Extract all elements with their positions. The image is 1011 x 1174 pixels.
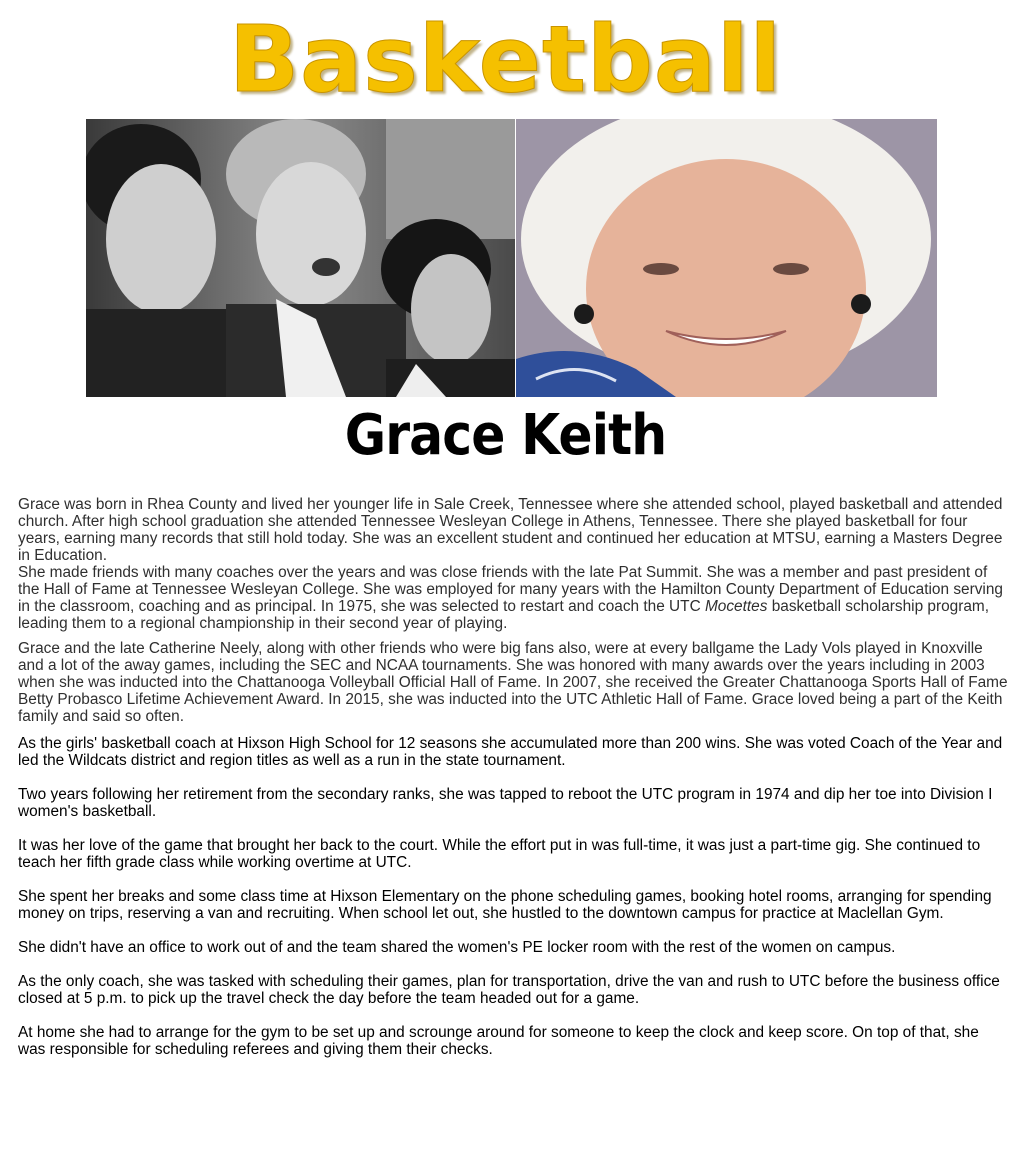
bio-paragraph-8: She didn't have an office to work out of and the team shared the women's PE locker room with the rest of the women on campus. [18,939,896,956]
bio-paragraph-5: Two years following her retirement from the secondary ranks, she was tapped to reboot the UTC program in 1974 and dip her toe into Division I women's basketball. [18,786,993,820]
bio-paragraph-6: It was her love of the game that brought her back to the court. While the effort put in was full-time, it was just a part-time gig. She continued to teach her fifth grade class while working overtime at UTC. [18,837,981,871]
biography [18,496,1008,1058]
subject-name: Grace Keith [344,403,667,468]
bio-paragraph-4: As the girls' basketball coach at Hixson High School for 12 seasons she accumulated more than 200 wins. She was voted Coach of the Year and led the Wildcats district and region titles as well as a run in the state tournament. [18,735,1003,769]
bio-paragraph-1: Grace was born in Rhea County and lived her younger life in Sale Creek, Tennessee where she attended school, played basketball and attended church. After high school graduation she attended Tennessee Wesleyan College in Athens, Tennessee. There she played basketball for four years, earning many records that still hold today. She was an excellent student and continued her education at MTSU, earning a Masters Degree in Education. [18,496,1003,564]
bio-paragraph-10: At home she had to arrange for the gym to be set up and scrounge around for someone to keep the clock and keep score. On top of that, she was responsible for scheduling referees and giving them their checks. [18,1024,979,1058]
bio-paragraph-9: As the only coach, she was tasked with scheduling their games, plan for transportation, drive the van and rush to UTC before the business office closed at 5 p.m. to pick up the travel check the day before the team headed out for a game. [18,973,1000,1007]
page-title: Basketball [228,6,783,113]
portrait-photo [516,119,937,397]
bio-paragraph-2 [18,564,1008,632]
team-name: Mocettes [704,598,768,615]
coaching-bench-illustration [86,119,515,397]
bio-paragraph-7: She spent her breaks and some class time at Hixson Elementary on the phone scheduling games, booking hotel rooms, arranging for spending money on trips, reserving a van and recruiting. When school let out, she hustled to the downtown campus for practice at Maclellan Gym. [18,888,992,922]
bio-paragraph-2-part-2: basketball scholarship program, leading them to a regional championship in their second year of playing. [18,598,989,632]
bio-paragraph-2-part-1: She made friends with many coaches over the years and was close friends with the late Pat Summit. She was a member and past president of the Hall of Fame at Tennessee Wesleyan College. She was employed for many years with the Hamilton County Department of Education serving in the classroom, coaching and as principal. In 1975, she was selected to restart and coach the UTC [18,564,1003,615]
coaching-bench-photo [86,119,515,397]
bio-paragraph-3: Grace and the late Catherine Neely, along with other friends who were big fans also, were at every ballgame the Lady Vols played in Knoxville and a lot of the away games, including the SEC and NCAA tournaments. She was honored with many awards over the years including in 2003 when she was inducted into the Chattanooga Volleyball Official Hall of Fame. In 2007, she received the Greater Chattanooga Sports Hall of Fame Betty Probasco Lifetime Achievement Award. In 2015, she was inducted into the UTC Athletic Hall of Fame. Grace loved being a part of the Keith family and said so often. [18,640,1008,725]
portrait-illustration [516,119,937,397]
